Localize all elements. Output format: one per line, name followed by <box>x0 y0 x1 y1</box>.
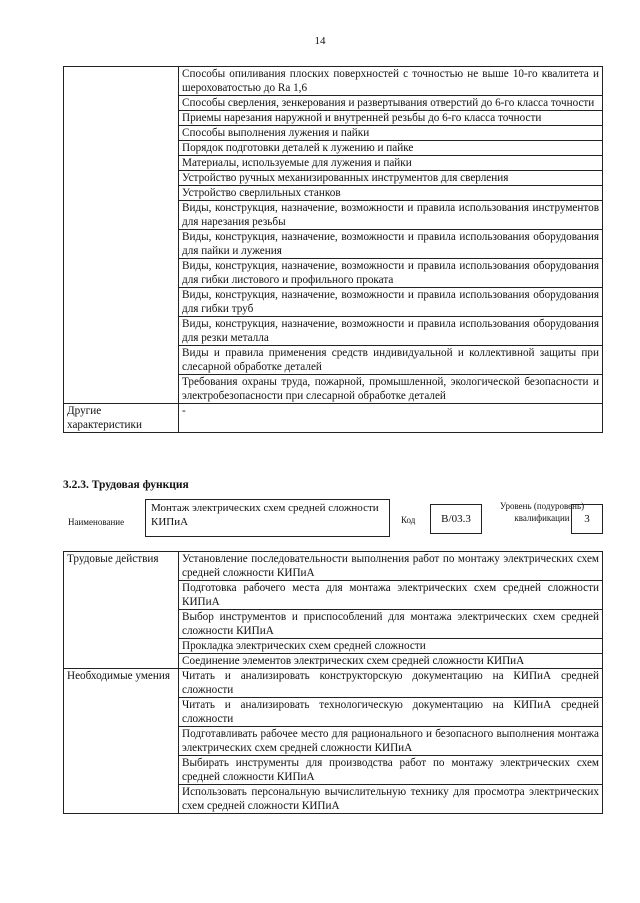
row-label: Необходимые умения <box>64 669 179 814</box>
name-label: Наименование <box>68 517 125 527</box>
row-item: Материалы, используемые для лужения и пайки <box>179 156 603 171</box>
row-label: Другие характеристики <box>64 404 179 433</box>
table-row <box>64 552 603 581</box>
row-item: Порядок подготовки деталей к лужению и пайке <box>179 141 603 156</box>
knowledge-table <box>63 66 603 433</box>
table-row <box>64 67 603 96</box>
row-item: Виды, конструкция, назначение, возможности и правила использования оборудования для гибки труб <box>179 288 603 317</box>
row-item: Способы сверления, зенкерования и развертывания отверстий до 6-го класса точности <box>179 96 603 111</box>
code-label: Код <box>401 515 416 525</box>
row-item: Выбор инструментов и приспособлений для монтажа электрических схем средней сложности КИПиА <box>179 610 603 639</box>
row-item: Виды и правила применения средств индивидуальной и коллективной защиты при слесарной обработке деталей <box>179 346 603 375</box>
row-item: Виды, конструкция, назначение, возможности и правила использования оборудования для пайки и лужения <box>179 230 603 259</box>
row-item: Подготовка рабочего места для монтажа электрических схем средней сложности КИПиА <box>179 581 603 610</box>
row-item: - <box>179 404 603 433</box>
table-row <box>64 669 603 698</box>
row-item: Приемы нарезания наружной и внутренней резьбы до 6-го класса точности <box>179 111 603 126</box>
page-number: 14 <box>314 35 326 47</box>
row-item: Устройство сверлильных станков <box>179 186 603 201</box>
row-item: Выбирать инструменты для производства работ по монтажу электрических схем средней сложности КИПиА <box>179 756 603 785</box>
section-heading: 3.2.3. Трудовая функция <box>63 479 189 491</box>
row-label: Трудовые действия <box>64 552 179 669</box>
row-item: Устройство ручных механизированных инструментов для сверления <box>179 171 603 186</box>
row-item: Требования охраны труда, пожарной, промышленной, экологической безопасности и электробезопасности при слесарной обработке деталей <box>179 375 603 404</box>
level-value: 3 <box>571 504 603 534</box>
row-item: Использовать персональную вычислительную технику для просмотра электрических схем средней сложности КИПиА <box>179 785 603 814</box>
row-item: Способы выполнения лужения и пайки <box>179 126 603 141</box>
row-label <box>64 67 179 404</box>
row-item: Установление последовательности выполнения работ по монтажу электрических схем средней сложности КИПиА <box>179 552 603 581</box>
row-item: Подготавливать рабочее место для рационального и безопасного выполнения монтажа электрических схем средней сложности КИПиА <box>179 727 603 756</box>
name-value: Монтаж электрических схем средней сложности КИПиА <box>145 499 390 537</box>
row-item: Читать и анализировать конструкторскую документацию на КИПиА средней сложности <box>179 669 603 698</box>
row-item: Виды, конструкция, назначение, возможности и правила использования оборудования для резки металла <box>179 317 603 346</box>
level-label: Уровень (подуровень) квалификации <box>499 501 585 523</box>
row-item: Прокладка электрических схем средней сложности <box>179 639 603 654</box>
function-table <box>63 551 603 814</box>
row-item: Способы опиливания плоских поверхностей с точностью не выше 10-го квалитета и шероховатостью до Ra 1,6 <box>179 67 603 96</box>
table-row <box>64 404 603 433</box>
function-header <box>63 497 603 541</box>
code-value: B/03.3 <box>430 504 482 534</box>
row-item: Виды, конструкция, назначение, возможности и правила использования инструментов для нарезания резьбы <box>179 201 603 230</box>
row-item: Соединение элементов электрических схем средней сложности КИПиА <box>179 654 603 669</box>
row-item: Виды, конструкция, назначение, возможности и правила использования оборудования для гибки листового и профильного проката <box>179 259 603 288</box>
row-item: Читать и анализировать технологическую документацию на КИПиА средней сложности <box>179 698 603 727</box>
